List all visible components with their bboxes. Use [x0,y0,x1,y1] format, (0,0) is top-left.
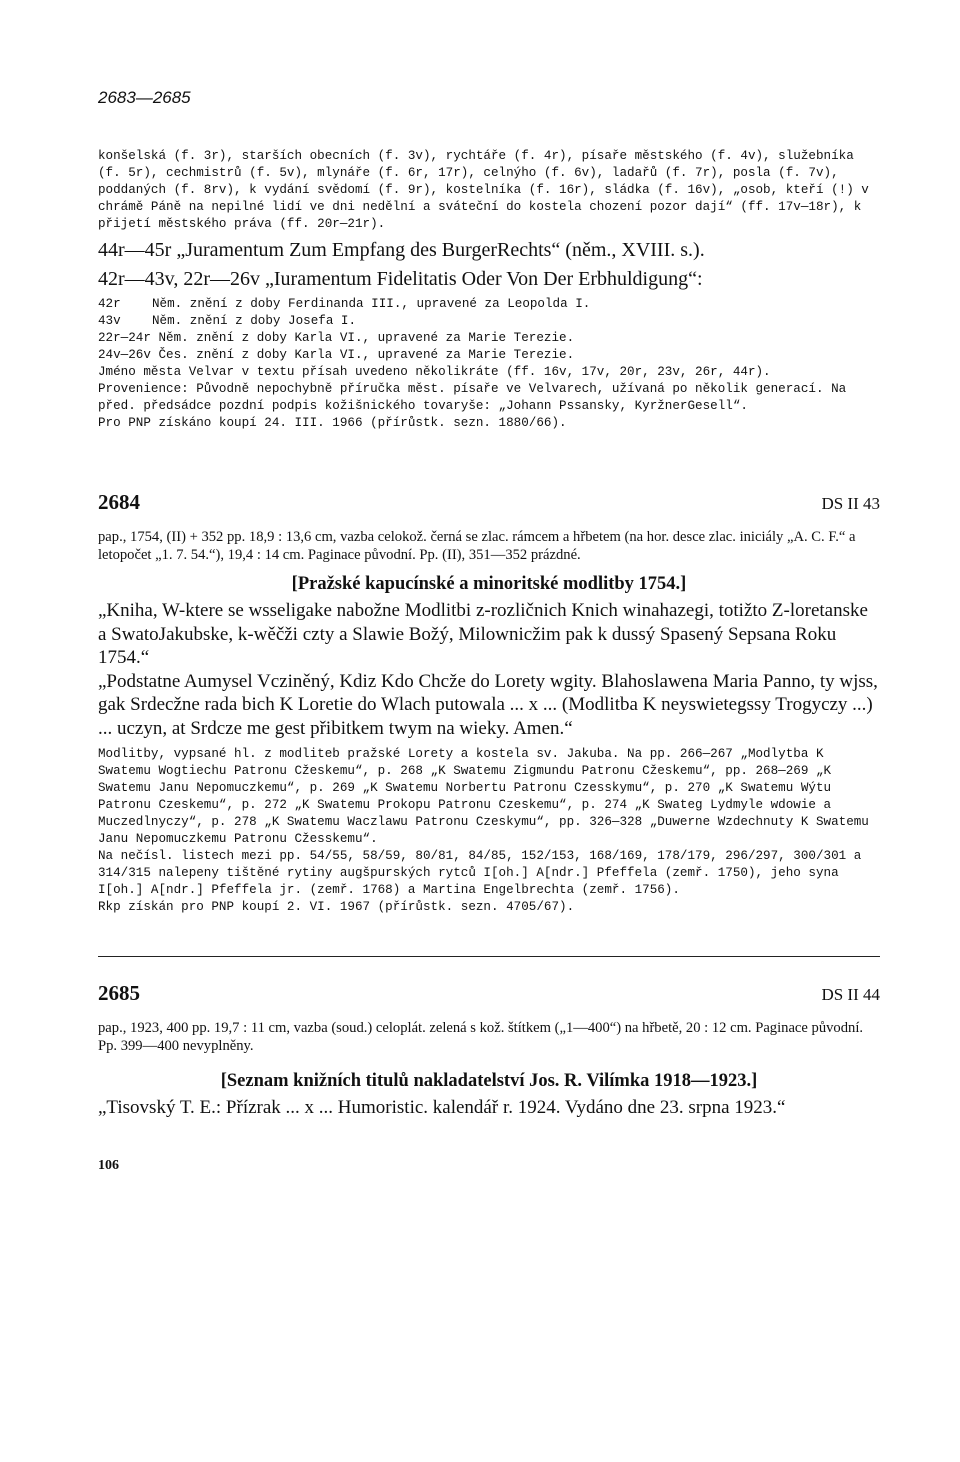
entry-2683-line: 24v—26v Čes. znění z doby Karla VI., upravené za Marie Terezie. [98,348,575,362]
page-number: 106 [98,1157,119,1173]
document-page [98,88,880,1174]
sigla-row [98,313,880,330]
entry-number: 2685 [98,981,140,1006]
entry-2684-quote-2: „Podstatne Aumysel Vcziněný, Kdiz Kdo Chcže do Lorety wgity. Blahoslawena Maria Panno, ty wjss, gak Srdecžne rada bich K Loretie do Wlach putowala ... x ... (Modlitba K neyswietegssy Trogyczy ...) ... uczyn, at Srdcze me gest přibitkem twym na wieky. Amen.“ [98,670,878,739]
entry-2684-quote-1: „Kniha, W-ktere se wsseligake nabožne Modlitbi z-rozličnich Knich winahazegi, totižto Z-loretanske a SwatoJakubske, k-wěčži czty a Slawie Božý, Milownicžim pak k dussý Spasený Sepsana Roku 1754.“ [98,600,868,669]
entry-2683-heading-2: 42r—43v, 22r—26v „Iuramentum Fidelitatis Oder Von Der Erbhuldigung“: [98,268,703,290]
sigla-label: 43v [98,314,121,328]
sigla-text: Něm. znění z doby Ferdinanda III., upravené za Leopolda I. [152,297,591,311]
entry-2684-note: Modlitby, vypsané hl. z modliteb pražské Lorety a kostela sv. Jakuba. Na pp. 266—267 „Modlytba K Swatemu Wogtiechu Patronu Cžeskemu“, p. 268 „K Swatemu Zigmundu Patronu Cžeskemu“, pp. 268—269 „K Swatemu Janu Nepomuczkemu“, p. 269 „K Swatemu Norbertu Patronu Czesskymu“, p. 270 „K Swatemu Wýtu Patronu Czeskemu“, p. 272 „K Swatemu Prokopu Patronu Czeskemu“, p. 274 „K Swateg Lydmyle wdowie a Muczedlnyczy“, p. 278 „K Swatemu Waczlawu Patronu Czeskymu“, pp. 326—328 „Duwerne Wzdechnuty K Swatemu Janu Nepomuczkemu Patronu Cžesskemu“. [98,747,869,847]
entry-2684-acquisition: Rkp získán pro PNP koupí 2. VI. 1967 (přírůstk. sezn. 4705/67). [98,900,575,915]
entry-2685-header [98,981,880,1006]
entry-2685-quote: „Tisovský T. E.: Přízrak ... x ... Humoristic. kalendář r. 1924. Vydáno dne 23. srpna 1923.“ [98,1097,786,1119]
entry-2683-acquisition: Pro PNP získáno koupí 24. III. 1966 (přírůstk. sezn. 1880/66). [98,416,567,430]
running-head: 2683—2685 [98,88,191,107]
entry-2683-provenance: Provenience: Původně nepochybně příručka měst. písaře ve Velvarech, užívaná po několik generací. Na před. předsádce pozdní podpis kožišnického tovaryše: „Johann Pssansky, KyržnerGesell“. [98,382,847,413]
entry-2683-line: Jméno města Velvar v textu přísah uvedeno několikráte (ff. 16v, 17v, 20r, 23v, 26r, 44r). [98,365,771,379]
entry-2683-heading-1: 44r—45r „Juramentum Zum Empfang des BurgerRechts“ (něm., XVIII. s.). [98,239,705,261]
entry-2684-physical: pap., 1754, (II) + 352 pp. 18,9 : 13,6 cm, vazba celokož. černá se zlac. rámcem a hřbetem (na hor. desce zlac. iniciály „A. C. F.“ a letopočet „1. 7. 54.“), 19,4 : 14 cm. Paginace původní. Pp. (II), 351—352 prázdné. [98,529,856,563]
sigla-row [98,296,880,313]
shelfmark: DS II 43 [821,494,880,513]
entry-2685-title: [Seznam knižních titulů nakladatelství Jos. R. Vilímka 1918—1923.] [220,1071,758,1092]
entry-2684-title: [Pražské kapucínské a minoritské modlitby 1754.] [291,574,687,595]
section-divider [98,956,880,957]
entry-2683-line: 22r—24r Něm. znění z doby Karla VI., upravené za Marie Terezie. [98,331,575,345]
sigla-text: Něm. znění z doby Josefa I. [152,314,357,328]
entry-2685-physical: pap., 1923, 400 pp. 19,7 : 11 cm, vazba (soud.) celoplát. zelená s kož. štítkem („1—400“) na hřbetě, 20 : 12 cm. Paginace původní. Pp. 399—400 nevyplněny. [98,1020,864,1054]
entry-2684-note: Na nečísl. listech mezi pp. 54/55, 58/59, 80/81, 84/85, 152/153, 168/169, 178/179, 296/297, 300/301 a 314/315 nalepeny tištěné rytiny augšpurských rytců I[oh.] A[ndr.] Pfeffela (zemř. 1750), jeho syna I[oh.] A[ndr.] Pfeffela jr. (zemř. 1768) a Martina Engelbrechta (zemř. 1756). [98,849,862,898]
entry-2684-header [98,490,880,515]
sigla-label: 42r [98,297,121,311]
shelfmark: DS II 44 [821,985,880,1005]
entry-number: 2684 [98,490,140,514]
entry-2683-paragraph: konšelská (f. 3r), starších obecních (f. 3v), rychtáře (f. 4r), písaře městského (f. 4v), služebníka (f. 5r), cechmistrů (f. 5v), mlynáře (f. 6r, 17r), celnýho (f. 6v), ladařů (f. 7r), posla (f. 7v), poddaných (f. 8rv), k vydání svědomí (f. 9r), kostelníka (f. 16r), sládka (f. 16v), „osob, kteří (!) v chrámě Páně na nepilné lidí ve dni nedělní a sváteční do kostela chození pozor dají“ (ff. 17v—18r), k přijetí městského práva (ff. 20r—21r). [98,149,869,231]
